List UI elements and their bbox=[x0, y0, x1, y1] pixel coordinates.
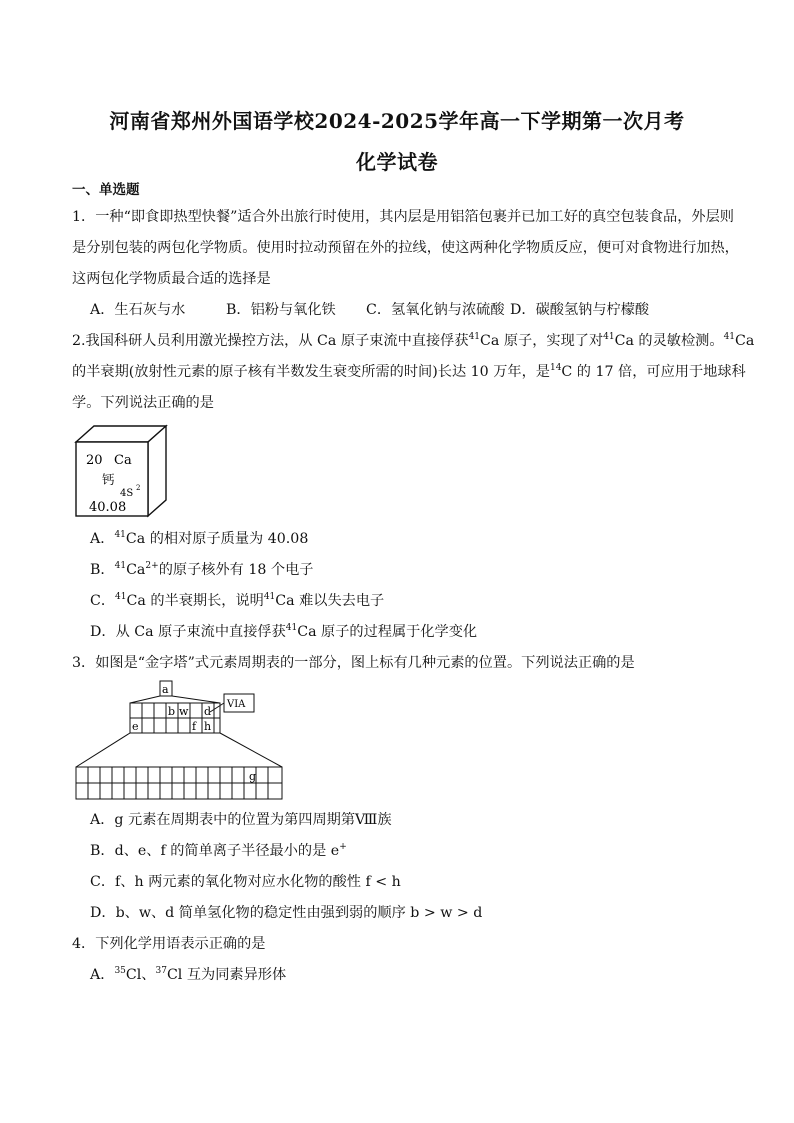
mass-number: 41 bbox=[285, 623, 298, 633]
mass-number: 35 bbox=[114, 966, 126, 976]
mass-number: 41 bbox=[468, 332, 481, 342]
q2-stem-line-3: 学。下列说法正确的是 bbox=[72, 395, 214, 411]
q2-text: Ca bbox=[735, 333, 755, 349]
mass-number: 37 bbox=[155, 966, 167, 976]
q2-option-a-prefix: A． bbox=[90, 531, 115, 547]
q1-option-b[interactable]: B．铝粉与氧化铁 bbox=[226, 302, 336, 318]
q3-option-d[interactable]: D．b、w、d 简单氢化物的稳定性由强到弱的顺序 b > w > d bbox=[90, 905, 483, 921]
element-e-label: e bbox=[132, 720, 139, 733]
q4-stem: 4．下列化学用语表示正确的是 bbox=[72, 936, 266, 952]
q2-option-d[interactable] bbox=[90, 622, 477, 642]
mass-number: 41 bbox=[115, 592, 127, 602]
q2-option-d-text: D．从 Ca 原子束流中直接俘获 bbox=[90, 624, 286, 640]
element-f-label: f bbox=[192, 720, 197, 733]
q1-option-d[interactable]: D．碳酸氢钠与柠檬酸 bbox=[510, 302, 650, 318]
q2-option-b-text: 的原子核外有 18 个电子 bbox=[158, 562, 314, 578]
q4-option-a[interactable] bbox=[90, 965, 286, 985]
q2-text: C 的 17 倍，可应用于地球科 bbox=[561, 364, 746, 380]
q2-option-c-text: Ca 的半衰期长，说明 bbox=[126, 593, 264, 609]
q3-stem: 3．如图是“金字塔”式元素周期表的一部分，图上标有几种元素的位置。下列说法正确的是 bbox=[72, 655, 635, 671]
q2-option-a-text: Ca 的相对原子质量为 40.08 bbox=[125, 531, 309, 547]
mass-number: 41 bbox=[723, 332, 736, 342]
q2-option-c-text: Ca 难以失去电子 bbox=[275, 593, 385, 609]
element-g-label: g bbox=[249, 770, 257, 783]
q4-option-a-text: Cl、 bbox=[125, 967, 156, 983]
ion-charge: 2+ bbox=[145, 561, 159, 571]
page-title: 河南省郑州外国语学校2024-2025学年高一下学期第一次月考 bbox=[109, 109, 685, 133]
mass-number: 41 bbox=[114, 561, 127, 571]
group-via-label: VIA bbox=[227, 699, 246, 710]
q2-text: 的半衰期(放射性元素的原子核有半数发生衰变所需的时间)长达 10 万年，是 bbox=[72, 364, 550, 380]
q2-option-b-prefix: B． bbox=[90, 562, 115, 578]
q4-option-a-text: Cl 互为同素异形体 bbox=[166, 967, 287, 983]
calcium-element-cube bbox=[74, 424, 174, 518]
atomic-mass: 40.08 bbox=[89, 500, 127, 515]
q2-option-c-prefix: C． bbox=[90, 593, 116, 609]
q1-options bbox=[90, 300, 649, 320]
electron-config-sup: 2 bbox=[136, 484, 141, 492]
q2-option-b-symbol: Ca bbox=[126, 562, 146, 578]
atomic-number: 20 bbox=[86, 453, 103, 468]
element-h-label: h bbox=[204, 720, 212, 733]
q1-option-a[interactable]: A．生石灰与水 bbox=[90, 302, 186, 318]
element-symbol: Ca bbox=[114, 453, 132, 468]
q4-option-a-prefix: A． bbox=[90, 967, 115, 983]
q2-option-b[interactable] bbox=[90, 560, 313, 580]
q2-text: Ca 原子，实现了对 bbox=[480, 333, 604, 349]
q2-option-a[interactable] bbox=[90, 529, 308, 549]
mass-number: 41 bbox=[114, 530, 126, 540]
element-a-label: a bbox=[162, 683, 169, 696]
ion-charge: + bbox=[339, 842, 347, 852]
q2-text: Ca 的灵敏检测。 bbox=[614, 333, 724, 349]
element-d-label: d bbox=[204, 705, 212, 718]
q2-stem-line-2 bbox=[72, 362, 746, 382]
element-b-label: b bbox=[168, 705, 176, 718]
section-heading: 一、单选题 bbox=[72, 182, 140, 198]
q3-option-b-text: B．d、e、f 的简单离子半径最小的是 e bbox=[90, 843, 340, 859]
q1-stem-line-1: 1．一种“即食即热型快餐”适合外出旅行时使用，其内层是用铝箔包裹并已加工好的真空包装食品，外层则 bbox=[72, 209, 734, 225]
q3-option-a[interactable]: A．g 元素在周期表中的位置为第四周期第Ⅷ族 bbox=[90, 812, 392, 828]
q3-option-c[interactable]: C．f、h 两元素的氧化物对应水化物的酸性 f < h bbox=[90, 874, 401, 890]
element-w-label: w bbox=[179, 705, 189, 718]
q1-stem-line-3: 这两包化学物质最合适的选择是 bbox=[72, 271, 271, 287]
electron-config: 4S bbox=[120, 488, 134, 499]
element-name: 钙 bbox=[102, 472, 115, 487]
pyramid-periodic-table bbox=[74, 680, 284, 802]
q1-option-c[interactable]: C．氢氧化钠与浓硫酸 bbox=[366, 302, 505, 318]
q1-stem-line-2: 是分别包装的两包化学物质。使用时拉动预留在外的拉线，使这两种化学物质反应，便可对食物进行加热， bbox=[72, 240, 739, 256]
q2-option-d-text: Ca 原子的过程属于化学变化 bbox=[297, 624, 478, 640]
mass-number: 41 bbox=[603, 332, 615, 342]
mass-number: 14 bbox=[549, 363, 562, 373]
mass-number: 41 bbox=[263, 592, 276, 602]
q2-option-c[interactable] bbox=[90, 591, 384, 611]
page-subtitle: 化学试卷 bbox=[356, 150, 438, 174]
q2-text: 2.我国科研人员利用激光操控方法，从 Ca 原子束流中直接俘获 bbox=[72, 333, 469, 349]
q2-stem-line-1 bbox=[72, 331, 754, 351]
q3-option-b[interactable] bbox=[90, 841, 347, 861]
